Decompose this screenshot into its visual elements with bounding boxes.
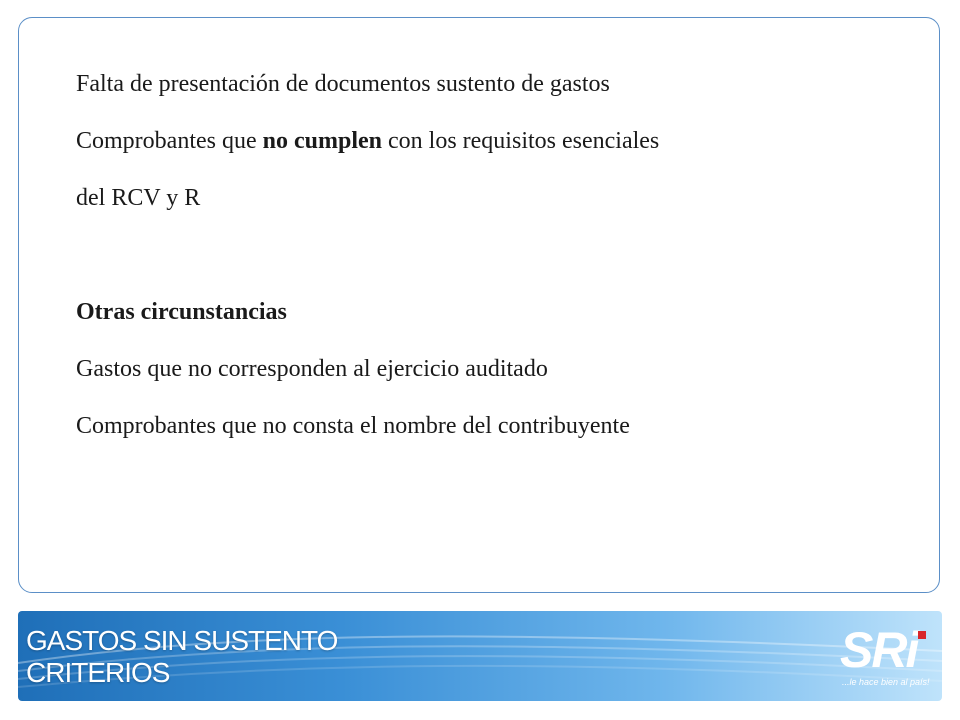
body-line-1: Falta de presentación de documentos sustento de gastos [76,71,610,97]
sri-logo-mark: SRi [840,622,918,678]
section-heading: Otras circunstancias [76,299,287,325]
body-line-3: del RCV y R [76,185,201,211]
footer-band [18,611,942,701]
sri-logo [826,619,936,695]
footer-title-line-2: CRITERIOS [26,657,170,688]
body-line-2 [76,129,659,153]
footer-title-line-1: GASTOS SIN SUSTENTO [26,625,338,656]
body-line-2-post: con los requisitos esenciales [382,128,660,154]
footer-title [26,625,337,689]
body-line-2-emphasis: no cumplen [262,128,382,154]
body-line-4: Gastos que no corresponden al ejercicio auditado [76,356,548,382]
sri-logo-dot [918,631,926,639]
sri-logo-tagline: ...le hace bien al país! [842,677,930,687]
body-line-2-pre: Comprobantes que [76,128,263,154]
body-line-5: Comprobantes que no consta el nombre del contribuyente [76,413,630,439]
